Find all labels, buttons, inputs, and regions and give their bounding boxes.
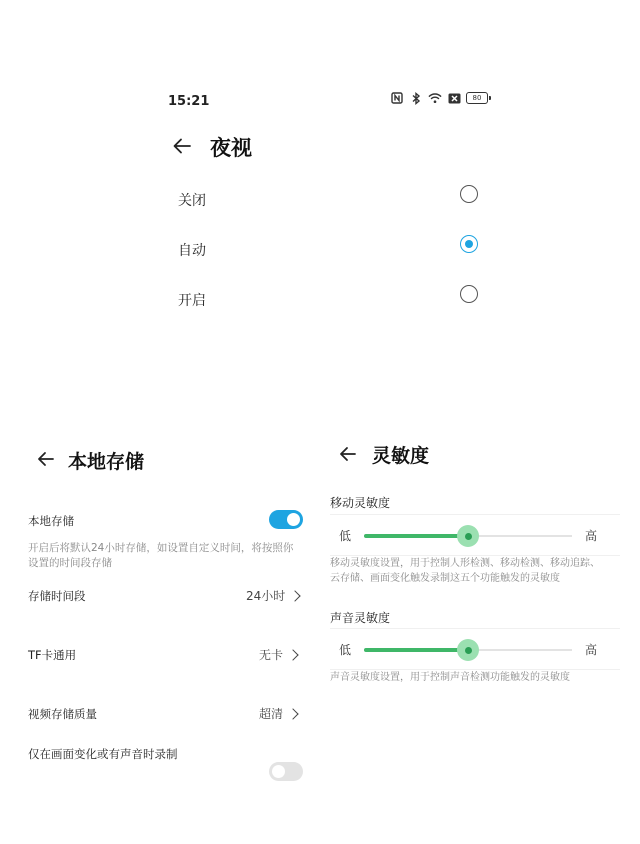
tf-card-value[interactable] [259, 646, 297, 663]
motion-sensitivity-slider-row [330, 514, 620, 556]
slider-thumb[interactable] [457, 639, 479, 661]
sound-sensitivity-slider-row [330, 628, 620, 670]
back-arrow-icon[interactable] [36, 449, 56, 469]
chevron-right-icon [290, 590, 301, 601]
bluetooth-icon [409, 91, 423, 105]
radio-off[interactable] [460, 185, 478, 203]
back-arrow-icon[interactable] [172, 136, 192, 156]
chevron-right-icon [287, 708, 298, 719]
option-label-auto[interactable]: 自动 [178, 243, 206, 259]
local-storage-toggle[interactable] [269, 510, 303, 529]
motion-low-label: 低 [339, 529, 352, 543]
page-title-sensitivity: 灵敏度 [372, 445, 430, 467]
tf-card-text: 无卡 [259, 648, 284, 662]
radio-auto[interactable] [460, 235, 478, 253]
option-label-on[interactable]: 开启 [178, 293, 206, 309]
chevron-right-icon [287, 649, 298, 660]
option-label-off[interactable]: 关闭 [178, 193, 206, 209]
motion-sensitivity-description [330, 556, 600, 586]
local-storage-toggle-label: 本地存储 [28, 514, 74, 528]
motion-high-label: 高 [585, 529, 598, 543]
motion-sensitivity-label: 移动灵敏度 [330, 496, 391, 510]
status-time: 15:21 [168, 94, 210, 109]
sound-sensitivity-label: 声音灵敏度 [330, 611, 391, 625]
nfc-icon [390, 91, 404, 105]
storage-period-value[interactable] [246, 587, 299, 604]
slider-fill [364, 648, 468, 652]
signal-x-icon [447, 91, 461, 105]
storage-period-label: 存储时间段 [28, 589, 86, 603]
record-on-change-label: 仅在画面变化或有声音时录制 [28, 747, 178, 761]
video-quality-value[interactable] [259, 705, 297, 722]
slider-fill [364, 534, 468, 538]
description-line: 移动灵敏度设置，用于控制人形检测、移动检测、移动追踪、 [330, 558, 600, 569]
sound-sensitivity-description [330, 670, 570, 685]
battery-icon [466, 92, 488, 104]
sound-low-label: 低 [339, 643, 352, 657]
record-on-change-toggle[interactable] [269, 762, 303, 781]
description-line: 开启后将默认24小时存储，如设置自定义时间，将按照你 [28, 542, 294, 554]
video-quality-label: 视频存储质量 [28, 707, 97, 721]
description-line: 设置的时间段存储 [28, 557, 112, 569]
tf-card-label: TF卡通用 [28, 648, 77, 662]
local-storage-description [28, 541, 293, 571]
toggle-knob [272, 765, 285, 778]
toggle-knob [287, 513, 300, 526]
wifi-icon [428, 91, 442, 105]
sound-high-label: 高 [585, 643, 598, 657]
back-arrow-icon[interactable] [338, 444, 358, 464]
battery-level: 80 [472, 94, 482, 102]
video-quality-text: 超清 [259, 707, 284, 721]
description-line: 云存储、画面变化触发录制这五个功能触发的灵敏度 [330, 573, 560, 584]
page-title-night-vision: 夜视 [210, 136, 252, 160]
slider-thumb[interactable] [457, 525, 479, 547]
description-line: 声音灵敏度设置，用于控制声音检测功能触发的灵敏度 [330, 672, 570, 683]
sound-sensitivity-slider[interactable] [364, 649, 572, 651]
radio-on[interactable] [460, 285, 478, 303]
storage-period-text: 24小时 [246, 589, 286, 603]
motion-sensitivity-slider[interactable] [364, 535, 572, 537]
status-icons [390, 91, 488, 105]
page-title-local-storage: 本地存储 [68, 451, 145, 473]
